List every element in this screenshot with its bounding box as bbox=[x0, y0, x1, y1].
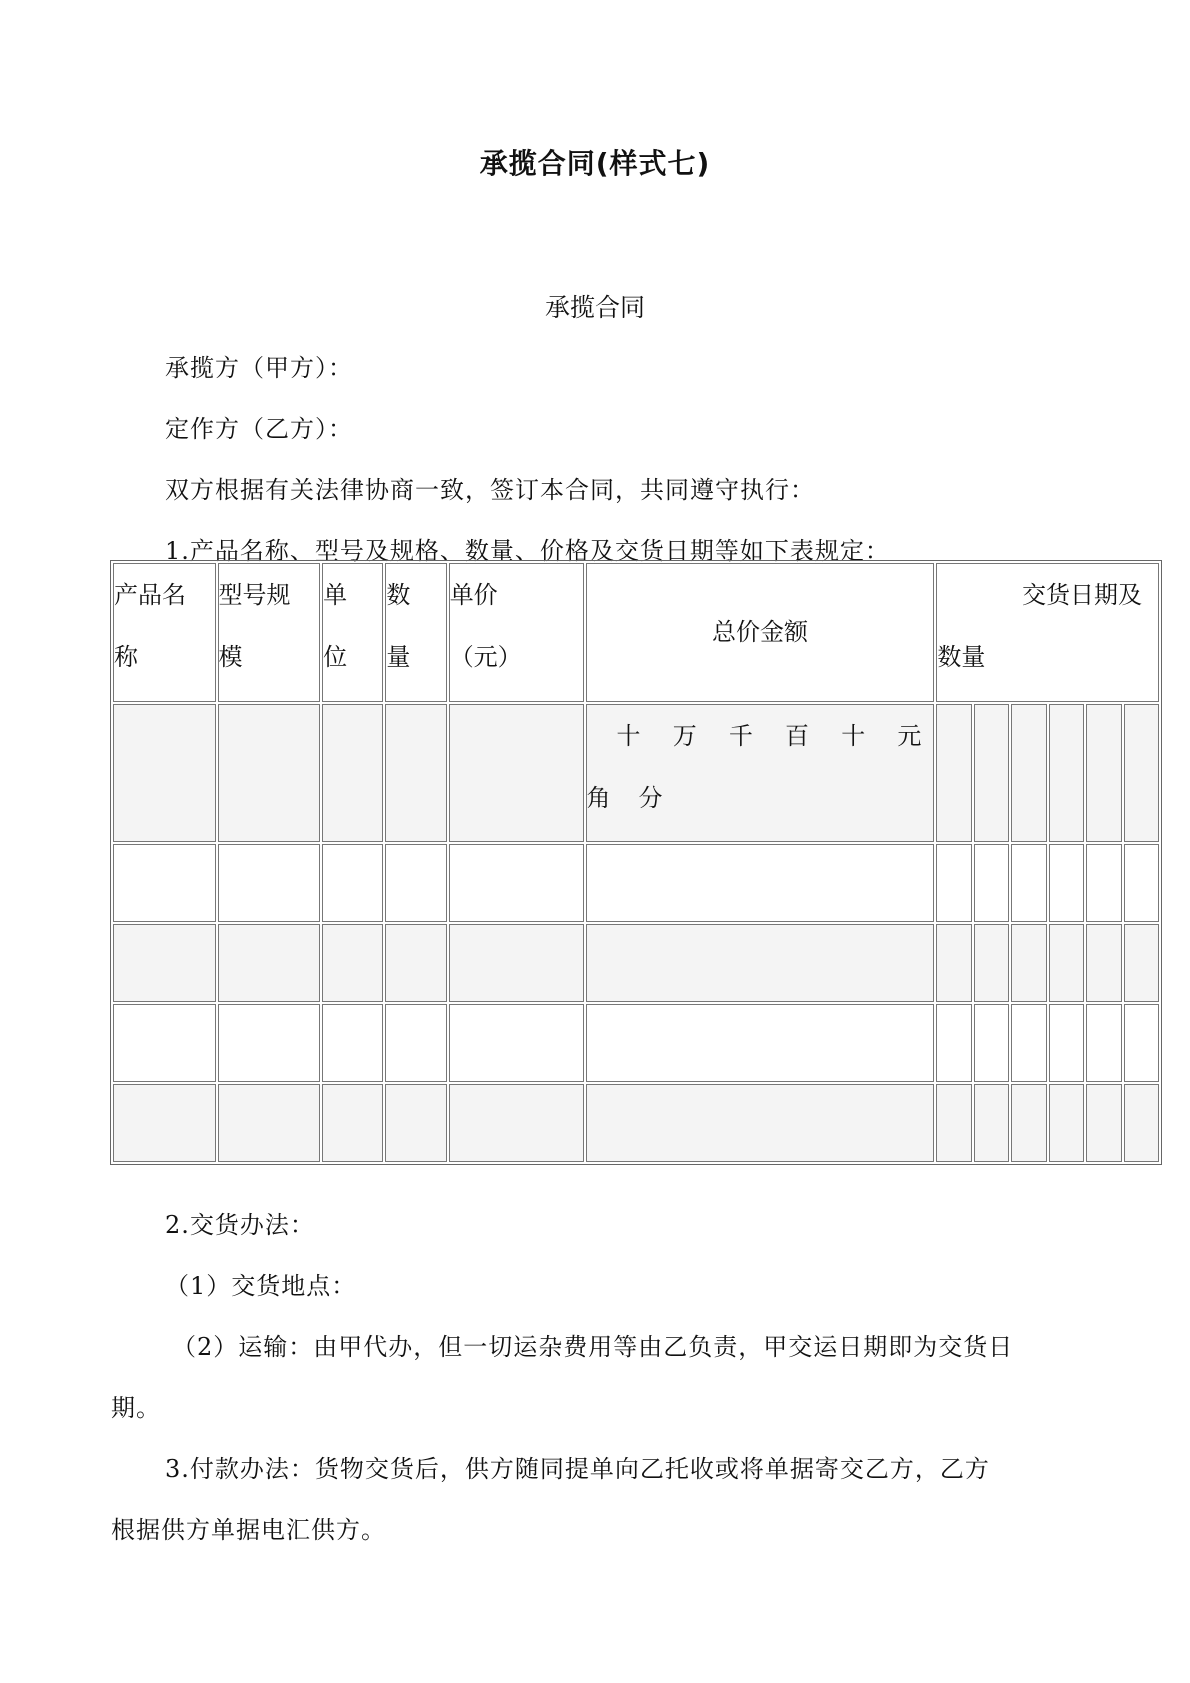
clause-3-line1: 3.付款办法：货物交货后，供方随同提单向乙托收或将单据寄交乙方，乙方 bbox=[165, 1455, 990, 1483]
table-cell bbox=[586, 924, 935, 1002]
product-spec-table bbox=[110, 560, 1162, 1165]
table-cell bbox=[449, 844, 584, 922]
table-cell bbox=[1049, 704, 1084, 842]
amount-unit: 分 bbox=[638, 784, 663, 812]
amount-unit: 万 bbox=[672, 722, 697, 750]
table-row bbox=[113, 1004, 1159, 1082]
table-row bbox=[113, 1084, 1159, 1162]
table-cell bbox=[218, 924, 321, 1002]
table-cell bbox=[1086, 1004, 1121, 1082]
table-cell bbox=[113, 1004, 216, 1082]
table-cell bbox=[1124, 844, 1159, 922]
clause-2-2-line1: （2）运输：由甲代办，但一切运杂费用等由乙负责，甲交运日期即为交货日 bbox=[172, 1333, 1014, 1361]
clause-2-2-line2: 期。 bbox=[111, 1394, 161, 1422]
table-header-row bbox=[113, 563, 1159, 702]
party-b-line: 定作方（乙方）： bbox=[165, 415, 353, 443]
clause-2-1: （1）交货地点： bbox=[165, 1272, 357, 1300]
table-cell bbox=[1086, 924, 1121, 1002]
amount-unit: 十 bbox=[616, 722, 641, 750]
table-cell bbox=[1124, 704, 1159, 842]
header-product-name: 产品名 称 bbox=[113, 563, 216, 702]
table-cell bbox=[449, 1004, 584, 1082]
table-cell bbox=[218, 1084, 321, 1162]
header-model: 型号规 模 bbox=[218, 563, 321, 702]
table-cell bbox=[113, 1084, 216, 1162]
table-cell bbox=[1049, 844, 1084, 922]
table-row bbox=[113, 924, 1159, 1002]
amount-unit: 百 bbox=[785, 722, 810, 750]
table-cell bbox=[218, 704, 321, 842]
clause-1: 1.产品名称、型号及规格、数量、价格及交货日期等如下表规定： bbox=[165, 537, 890, 565]
table-cell bbox=[449, 704, 584, 842]
table-cell bbox=[586, 1084, 935, 1162]
table-cell bbox=[385, 1084, 446, 1162]
table-cell bbox=[218, 1004, 321, 1082]
header-unit: 单 位 bbox=[322, 563, 383, 702]
table-cell bbox=[1011, 1084, 1046, 1162]
table-cell bbox=[1124, 1004, 1159, 1082]
table-cell bbox=[1049, 924, 1084, 1002]
amount-unit: 十 bbox=[841, 722, 866, 750]
table-cell bbox=[322, 704, 383, 842]
table-cell bbox=[113, 924, 216, 1002]
party-a-line: 承揽方（甲方）： bbox=[165, 354, 353, 382]
amount-units-cell bbox=[586, 704, 935, 842]
table-cell bbox=[113, 844, 216, 922]
table-cell bbox=[1124, 1084, 1159, 1162]
table-cell bbox=[449, 924, 584, 1002]
table-cell bbox=[974, 704, 1009, 842]
table-cell bbox=[936, 1004, 971, 1082]
table-cell bbox=[936, 844, 971, 922]
table-cell bbox=[936, 924, 971, 1002]
clause-2: 2.交货办法： bbox=[165, 1211, 315, 1239]
amount-unit: 千 bbox=[728, 722, 753, 750]
document-title: 承揽合同(样式七) bbox=[479, 147, 711, 180]
table-cell bbox=[1086, 844, 1121, 922]
table-cell bbox=[974, 1084, 1009, 1162]
table-cell bbox=[1011, 1004, 1046, 1082]
table-cell bbox=[1049, 1084, 1084, 1162]
table-row bbox=[113, 844, 1159, 922]
table-cell bbox=[385, 924, 446, 1002]
table-cell bbox=[322, 844, 383, 922]
table-cell bbox=[974, 844, 1009, 922]
table-cell bbox=[1086, 704, 1121, 842]
amount-unit: 角 bbox=[586, 784, 611, 812]
header-quantity: 数 量 bbox=[385, 563, 446, 702]
table-cell bbox=[322, 1084, 383, 1162]
table-cell bbox=[385, 704, 446, 842]
table-cell bbox=[586, 844, 935, 922]
table-cell bbox=[449, 1084, 584, 1162]
clause-3-line2: 根据供方单据电汇供方。 bbox=[111, 1516, 386, 1544]
table-cell bbox=[1124, 924, 1159, 1002]
table-cell bbox=[586, 1004, 935, 1082]
table-cell bbox=[1011, 844, 1046, 922]
table-cell bbox=[1011, 924, 1046, 1002]
table-cell bbox=[218, 844, 321, 922]
table-cell bbox=[113, 704, 216, 842]
table-cell bbox=[936, 1084, 971, 1162]
table-cell bbox=[322, 924, 383, 1002]
intro-paragraph: 双方根据有关法律协商一致，签订本合同，共同遵守执行： bbox=[165, 476, 815, 504]
header-unit-price: 单价 （元） bbox=[449, 563, 584, 702]
header-total-amount: 总价金额 bbox=[586, 563, 935, 702]
table-cell bbox=[936, 704, 971, 842]
header-delivery-date: 交货日期及 数量 bbox=[936, 563, 1159, 702]
table-cell bbox=[1086, 1084, 1121, 1162]
table-row bbox=[113, 704, 1159, 842]
table-cell bbox=[385, 1004, 446, 1082]
table-cell bbox=[1049, 1004, 1084, 1082]
table-cell bbox=[1011, 704, 1046, 842]
table-cell bbox=[974, 1004, 1009, 1082]
contract-heading: 承揽合同 bbox=[544, 293, 645, 322]
table-cell bbox=[322, 1004, 383, 1082]
table-cell bbox=[385, 844, 446, 922]
amount-unit: 元 bbox=[897, 722, 922, 750]
table-cell bbox=[974, 924, 1009, 1002]
